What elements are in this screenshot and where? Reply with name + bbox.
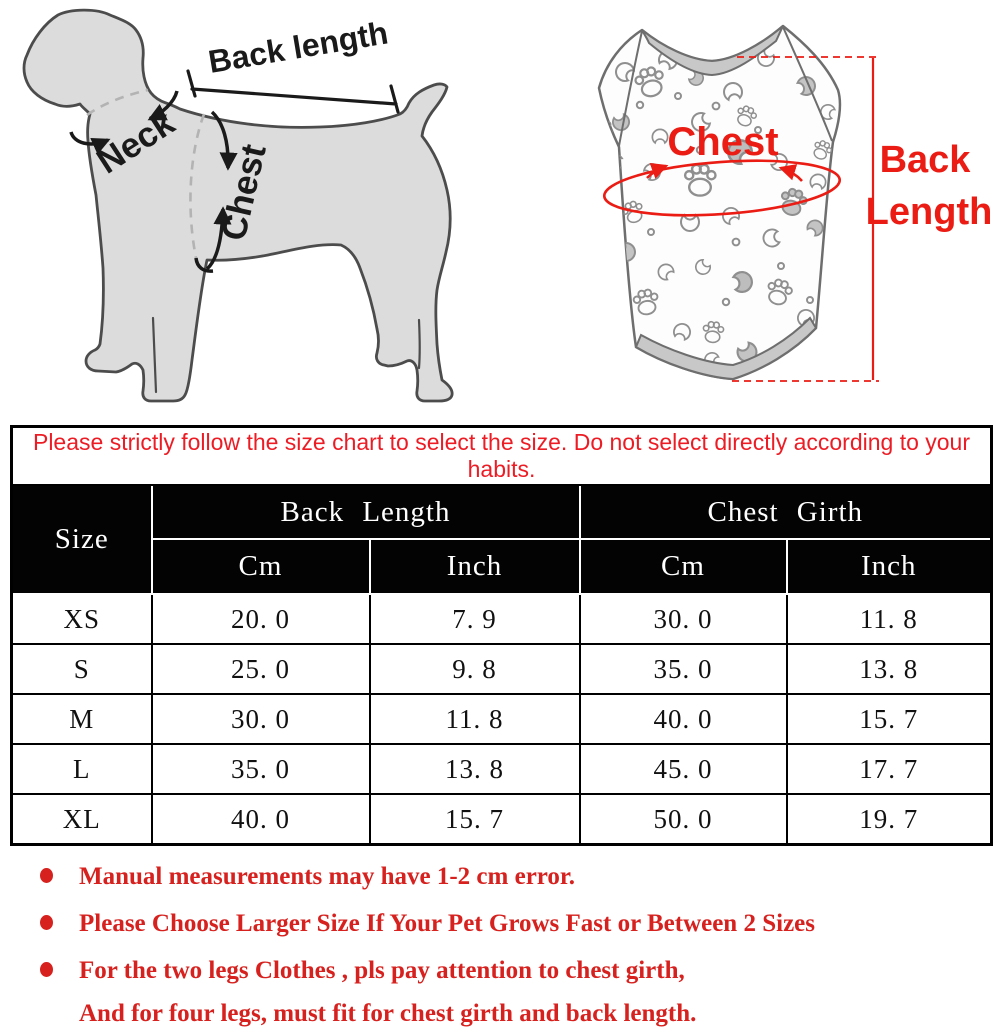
- back-inch-value: 11. 8: [370, 694, 580, 744]
- vest-chest-label: Chest: [667, 120, 779, 164]
- notice-text: Please strictly follow the size chart to select the size. Do not select directly according to your habits.: [12, 427, 992, 486]
- size-chart-table: [10, 425, 993, 846]
- back-inch-value: 9. 8: [370, 644, 580, 694]
- dog-neck-label: Neck: [90, 103, 182, 182]
- back-inch-value: 15. 7: [370, 794, 580, 845]
- chest-cm-value: 30. 0: [580, 594, 787, 644]
- chest-cm-value: 45. 0: [580, 744, 787, 794]
- back-inch-value: 7. 9: [370, 594, 580, 644]
- vest-back-label: Back: [879, 139, 971, 181]
- header-chest-inch: Inch: [787, 539, 992, 594]
- back-cm-value: 30. 0: [152, 694, 370, 744]
- size-value: M: [12, 694, 152, 744]
- dog-back-length-label: Back length: [205, 14, 391, 80]
- vest-length-label: Length: [865, 191, 993, 233]
- header-back-inch: Inch: [370, 539, 580, 594]
- dog-rear-leg-split-line: [419, 320, 420, 368]
- note-item: [40, 908, 1000, 939]
- back-cm-value: 25. 0: [152, 644, 370, 694]
- chest-cm-value: 35. 0: [580, 644, 787, 694]
- note-text: Please Choose Larger Size If Your Pet Grows Fast or Between 2 Sizes: [79, 910, 815, 937]
- vest-diagram: [592, 26, 992, 381]
- footnotes: [40, 861, 1000, 1029]
- bullet-icon: [40, 868, 53, 883]
- size-value: S: [12, 644, 152, 694]
- header-back-length: Back Length: [152, 485, 580, 539]
- note-text: Manual measurements may have 1-2 cm error.: [79, 863, 575, 890]
- bullet-icon: [40, 915, 53, 930]
- note-item-continuation: [40, 998, 1000, 1029]
- header-chest-cm: Cm: [580, 539, 787, 594]
- table-row-l: [12, 744, 992, 794]
- table-row-m: [12, 694, 992, 744]
- bullet-icon: [40, 962, 53, 977]
- chest-cm-value: 40. 0: [580, 694, 787, 744]
- chest-inch-value: 13. 8: [787, 644, 992, 694]
- header-chest-girth: Chest Girth: [580, 485, 992, 539]
- measurement-diagram: [0, 0, 1000, 425]
- back-cm-value: 40. 0: [152, 794, 370, 845]
- size-value: XS: [12, 594, 152, 644]
- chest-inch-value: 17. 7: [787, 744, 992, 794]
- notice-row: [12, 427, 992, 486]
- header-back-cm: Cm: [152, 539, 370, 594]
- size-value: L: [12, 744, 152, 794]
- chest-inch-value: 19. 7: [787, 794, 992, 845]
- dog-diagram: [24, 10, 452, 401]
- table-row-xs: [12, 594, 992, 644]
- chest-cm-value: 50. 0: [580, 794, 787, 845]
- table-row-s: [12, 644, 992, 694]
- note-text: And for four legs, must fit for chest girth and back length.: [79, 1000, 697, 1027]
- header-unit-row: [12, 539, 992, 594]
- note-item: [40, 955, 1000, 986]
- size-value: XL: [12, 794, 152, 845]
- dog-chest-label: Chest: [213, 140, 274, 245]
- header-group-row: [12, 485, 992, 539]
- chest-inch-value: 11. 8: [787, 594, 992, 644]
- back-cm-value: 35. 0: [152, 744, 370, 794]
- table-row-xl: [12, 794, 992, 845]
- chest-inch-value: 15. 7: [787, 694, 992, 744]
- header-size: Size: [12, 485, 152, 594]
- note-text: For the two legs Clothes , pls pay attention to chest girth,: [79, 957, 685, 984]
- note-item: [40, 861, 1000, 892]
- back-cm-value: 20. 0: [152, 594, 370, 644]
- back-inch-value: 13. 8: [370, 744, 580, 794]
